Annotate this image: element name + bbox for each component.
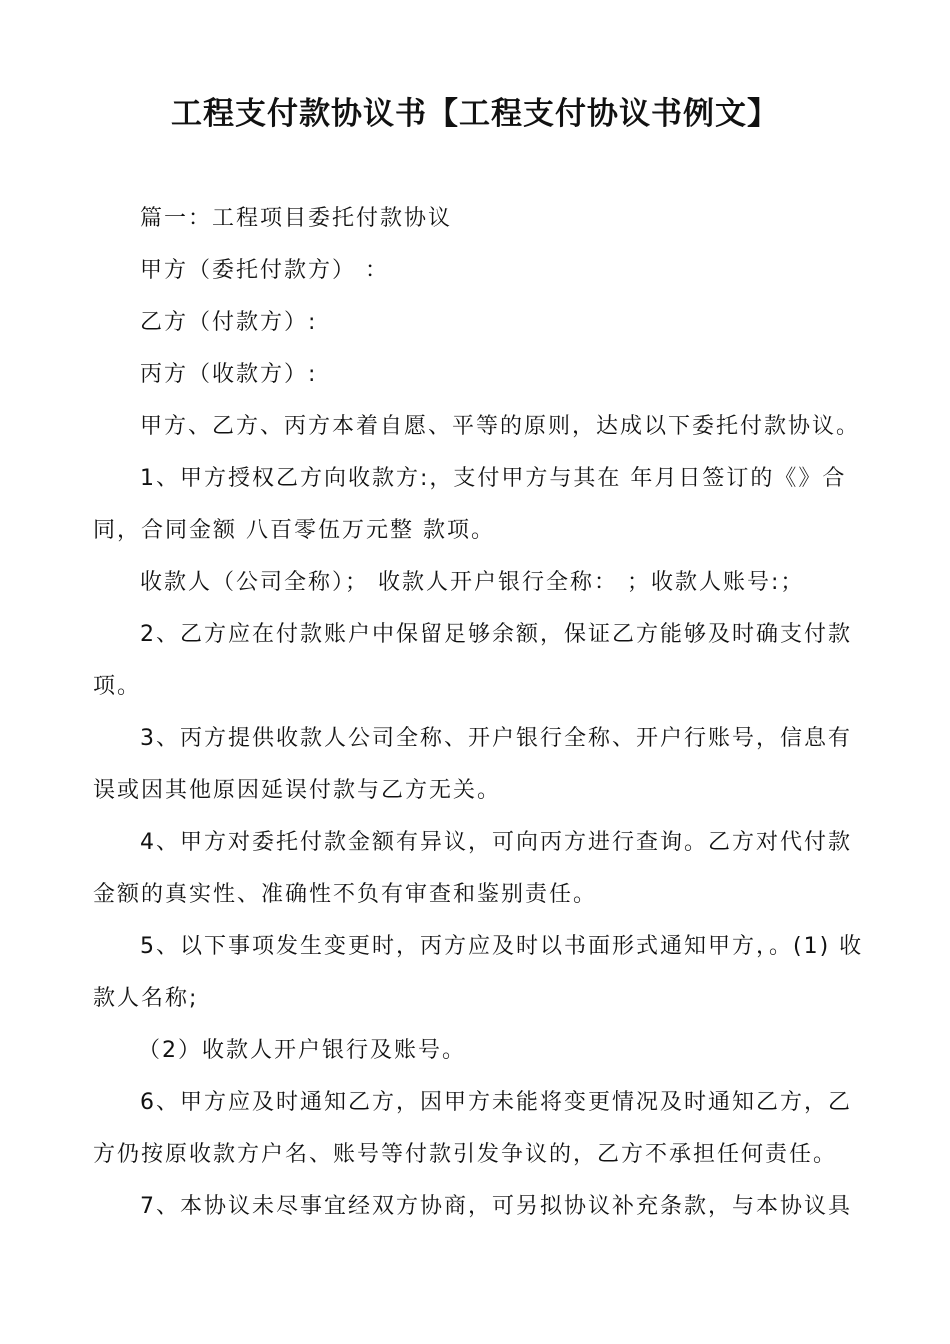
payee-info-line: 收款人（公司全称）； 收款人开户银行全称： ；收款人账号:； (140, 570, 805, 595)
clause-3-line-2: 误或因其他原因延误付款与乙方无关。 (93, 778, 502, 803)
document-body (93, 193, 863, 1233)
clause-4-line-2: 金额的真实性、准确性不负有审查和鉴别责任。 (93, 882, 598, 907)
clause-5-item-2: （2）收款人开户银行及账号。 (138, 1038, 466, 1063)
preamble-paragraph: 甲方、乙方、丙方本着自愿、平等的原则，达成以下委托付款协议。 (140, 414, 861, 439)
clause-1-line-1: 1、甲方授权乙方向收款方:，支付甲方与其在 年月日签订的《》合 (140, 466, 847, 491)
clause-4-line-1: 4、甲方对委托付款金额有异议，可向丙方进行查询。乙方对代付款 (140, 830, 852, 855)
party-c-line: 丙方（收款方）: (140, 362, 318, 387)
document-title: 工程支付款协议书【工程支付协议书例文】 (171, 96, 779, 132)
clause-6-line-1: 6、甲方应及时通知乙方，因甲方未能将变更情况及时通知乙方，乙 (140, 1090, 852, 1115)
clause-1-line-2: 同，合同金额 八百零伍万元整 款项。 (93, 518, 495, 543)
section-heading: 篇一：工程项目委托付款协议 (140, 206, 453, 231)
clause-7-line-1: 7、本协议未尽事宜经双方协商，可另拟协议补充条款，与本协议具 (140, 1194, 852, 1219)
party-b-line: 乙方（付款方）: (140, 310, 318, 335)
clause-3-line-1: 3、丙方提供收款人公司全称、开户银行全称、开户行账号，信息有 (140, 726, 852, 751)
clause-2-line-1: 2、乙方应在付款账户中保留足够余额，保证乙方能够及时确支付款 (140, 622, 852, 647)
clause-5-line-1: 5、以下事项发生变更时，丙方应及时以书面形式通知甲方，。(1) 收 (140, 934, 864, 959)
clause-5-line-2: 款人名称; (93, 986, 199, 1011)
clause-2-line-2: 项。 (93, 674, 142, 699)
party-a-line: 甲方（委托付款方） ： (140, 258, 389, 283)
clause-6-line-2: 方仍按原收款方户名、账号等付款引发争议的，乙方不承担任何责任。 (93, 1142, 838, 1167)
